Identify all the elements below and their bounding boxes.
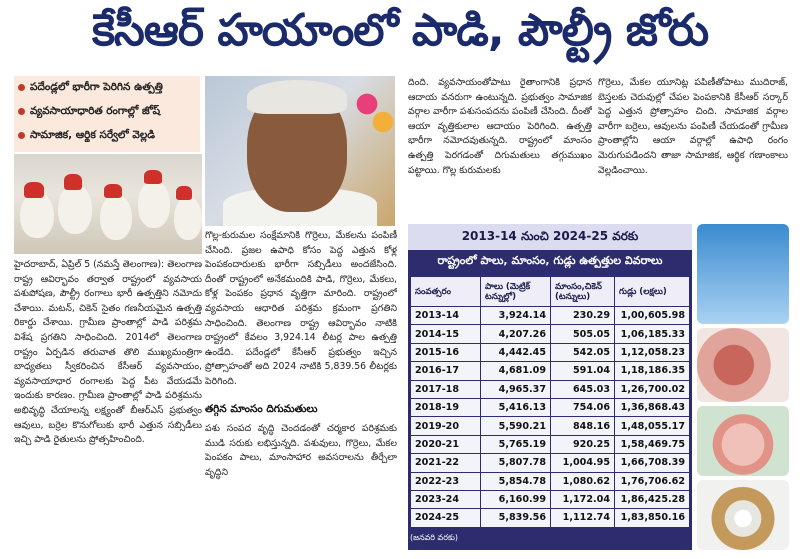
cell-milk: 6,160.99 xyxy=(481,490,551,508)
table-row xyxy=(411,307,690,325)
cell-milk: 5,590.21 xyxy=(481,417,551,435)
cell-year: 2019-20 xyxy=(411,417,481,435)
cell-year: 2023-24 xyxy=(411,490,481,508)
meat-photo xyxy=(697,328,789,402)
eggs-photo xyxy=(697,480,789,550)
production-table xyxy=(410,276,690,528)
bullet-icon xyxy=(18,132,25,139)
table-row xyxy=(411,509,690,527)
table-row xyxy=(411,398,690,416)
cell-meat: 591.04 xyxy=(551,362,615,380)
cell-year: 2021-22 xyxy=(411,454,481,472)
headline: కేసీఆర్ హయాంలో పాడి, పౌల్ట్రీ జోరు xyxy=(91,5,709,56)
cell-eggs: 1,86,425.28 xyxy=(615,490,690,508)
highlights-box xyxy=(14,76,200,152)
table-row xyxy=(411,380,690,398)
cell-year: 2014-15 xyxy=(411,325,481,343)
cell-year: 2015-16 xyxy=(411,343,481,361)
chicken-meat-photo xyxy=(697,406,789,476)
article-column-3: దింది. వ్యవసాయంతోపాటు రైతాంగానికి ప్రధాన ఆదాయ వనరుగా ఉంటున్నది. ప్రభుత్వం సామాజిక వర్గాల వారీగా పశుసంపదను పంపిణీ చేసింది. దీంతో ఆయా వృత్తికులాల ఆదాయం పెరిగింది. ఉత్పత్తి భారీగా నమోదవుతున్నది. రాష్ట్రంలో మాంసం ఉత్పత్తి పెరగడంతో దిగుమతులు తగ్గుముఖం పట్టాయి. గొల్ల కురుమలకు xyxy=(408,77,592,176)
bullet-icon xyxy=(18,84,25,91)
cell-eggs: 1,76,706.62 xyxy=(615,472,690,490)
cell-year: 2020-21 xyxy=(411,435,481,453)
article-column-2: గొల్ల-కురుమల సంక్షేమానికి గొర్రెలు, మేకలను పంపిణీ చేసింది. ప్రజల ఉపాధి కోసం పెద్ద ఎత్తున కోళ్ల పెంపకందారులకు భారీగా సబ్సిడీలు అందజేసింది. దీంతో రాష్ట్రంలో అనేకమందికి పాడి, గొర్రెలు, మేకలు, కోళ్ల పెంపకం ప్రధాన వృత్తిగా మారింది. రాష్ట్రంలో వ్యవసాయ ఆధారిత పరిశ్రమ క్రమంగా ప్రగతిని సాధించింది. తెలంగాణ రాష్ట్ర ఆవిర్భావం నాటికి రాష్ట్రంలో కేవలం 3,924.14 లీటర్ల పాల ఉత్పత్తి ఉండేది. పదేండ్లలో కేసీఆర్ ప్రభుత్వం ఇచ్చిన ప్రోత్సాహంతో అది 2024 నాటికి 5,839.56 లీటర్లకు పెరిగింది. తగ్గిన మాంసం దిగుమతులు పశు సంపద వృద్ధి చెందడంతో చర్మకార పరిశ్రమకు ముడి సరుకు లభిస్తున్నది. పశువులు, గొర్రెలు, మేకల పెంపకం పాలు, మాంసాహార అవసరాలను తీర్చేలా వృద్ధిని xyxy=(205,230,397,478)
cell-year: 2013-14 xyxy=(411,307,481,325)
cell-eggs: 1,36,868.43 xyxy=(615,398,690,416)
cell-milk: 4,965.37 xyxy=(481,380,551,398)
cell-eggs: 1,06,185.33 xyxy=(615,325,690,343)
table-row xyxy=(411,362,690,380)
cell-year: 2018-19 xyxy=(411,398,481,416)
cell-meat: 754.06 xyxy=(551,398,615,416)
cell-year: 2022-23 xyxy=(411,472,481,490)
highlight-text: వ్యవసాయాధారిత రంగాల్లో జోష్ xyxy=(30,105,161,117)
cell-eggs: 1,26,700.02 xyxy=(615,380,690,398)
cell-milk: 4,207.26 xyxy=(481,325,551,343)
cell-year: 2016-17 xyxy=(411,362,481,380)
highlight-item xyxy=(18,80,196,94)
header-year: సంవత్సరం xyxy=(411,277,481,307)
header-eggs: గుడ్లు (లక్షలు) xyxy=(615,277,690,307)
article-column-4: గొర్రెలు, మేకల యూనిట్ల పపిణీతోపాటు ముదిరాజ్, బెస్తలకు చెరువుల్లో చేపల పెంపకానికి కేసీఆర్ సర్కార్ పెద్ద ఎత్తున ప్రోత్సాహం చింది. సామాజిక వర్గాల వారీగా బర్రెలు, ఆవులను పంపిణీ చేయడంతో గ్రామీణ ప్రాంతాల్లోని ఆయా వర్గాల్లో ఉపాధి రంగం మెరుగుపడిందని తాజా సామాజిక, ఆర్థిక గణాంకాలు వెల్లడించాయి. xyxy=(598,77,788,176)
chicken-photo xyxy=(14,154,202,254)
cell-meat: 920.25 xyxy=(551,435,615,453)
section-subhead: తగ్గిన మాంసం దిగుమతులు xyxy=(205,402,318,415)
cell-eggs: 1,18,186.35 xyxy=(615,362,690,380)
cell-meat: 645.03 xyxy=(551,380,615,398)
cell-eggs: 1,58,469.75 xyxy=(615,435,690,453)
cell-meat: 230.29 xyxy=(551,307,615,325)
table-title: 2013-14 నుంచి 2024-25 వరకు xyxy=(408,224,692,250)
table-footnote: (జనవరి వరకు) xyxy=(410,533,459,542)
table-subtitle: రాష్ట్రంలో పాలు, మాంసం, గుడ్లు ఉత్పత్తుల వివరాలు xyxy=(408,250,692,274)
article-column-1: హైదరాబాద్, ఏప్రిల్ 5 (నమస్తే తెలంగాణ): తెలంగాణ రాష్ట్ర ఆవిర్భావం తర్వాత రాష్ట్రంలో వ్యవసాయ పశుపోషణ, పౌల్ట్రీ రంగాలు భారీ ఉత్పత్తిని నమోదు చేశాయి. మటన్, చికెన్ సైతం గణనీయమైన ఉత్పత్తి రికార్డు చేశాయి. గ్రామీణ ప్రాంతాల్లో పాడి పరిశ్రమ విశేష ప్రగతిని సాధించింది. 2014లో తెలంగాణ రాష్ట్రం ఏర్పడిన తరువాత తొలి ముఖ్యమంత్రిగా బాధ్యతలు స్వీకరించిన కేసీఆర్ వ్యవసాయం, వ్యవసాయాధార రంగాలకు పెద్ద పీట వేయడమే ఇందుకు కారణం. గ్రామీణ ప్రాంతాల్లో పాడి పరిశ్రమను అభివృద్ధి చేయాలన్న లక్ష్యంతో బీఆర్ఎస్ ప్రభుత్వం ఆవులు, బర్రెల కొనుగోలుకు భారీ ఎత్తున సబ్సిడీలు ఇచ్చి పాడి రైతులను ప్రోత్సహించింది. xyxy=(14,259,202,446)
cell-eggs: 1,83,850.16 xyxy=(615,509,690,527)
cell-milk: 3,924.14 xyxy=(481,307,551,325)
table-row xyxy=(411,343,690,361)
header-milk: పాలు (మెట్రిక్ టన్నుల్లో) xyxy=(481,277,551,307)
kcr-portrait-photo xyxy=(205,76,395,226)
table-row xyxy=(411,417,690,435)
table-row xyxy=(411,435,690,453)
highlight-item xyxy=(18,128,196,142)
cell-meat: 1,080.62 xyxy=(551,472,615,490)
table-row xyxy=(411,490,690,508)
cell-milk: 5,839.56 xyxy=(481,509,551,527)
cell-meat: 542.05 xyxy=(551,343,615,361)
header-meat: మాంసం,చికెన్ (టన్నులు) xyxy=(551,277,615,307)
bullet-icon xyxy=(18,108,25,115)
cell-year: 2017-18 xyxy=(411,380,481,398)
highlight-text: పదేండ్లలో భారీగా పెరిగిన ఉత్పత్తి xyxy=(30,81,163,93)
cell-milk: 5,765.19 xyxy=(481,435,551,453)
cell-milk: 5,807.78 xyxy=(481,454,551,472)
highlight-text: సామాజిక, ఆర్థిక సర్వేలో వెల్లడి xyxy=(30,129,156,141)
cell-meat: 1,004.95 xyxy=(551,454,615,472)
cell-milk: 4,681.09 xyxy=(481,362,551,380)
cell-milk: 5,416.13 xyxy=(481,398,551,416)
cell-eggs: 1,66,708.39 xyxy=(615,454,690,472)
cell-meat: 1,112.74 xyxy=(551,509,615,527)
cell-eggs: 1,12,058.23 xyxy=(615,343,690,361)
cell-milk: 4,442.45 xyxy=(481,343,551,361)
cell-meat: 505.05 xyxy=(551,325,615,343)
highlight-item xyxy=(18,104,196,118)
table-row xyxy=(411,325,690,343)
table-row xyxy=(411,454,690,472)
table-row xyxy=(411,472,690,490)
cell-eggs: 1,48,055.17 xyxy=(615,417,690,435)
cell-meat: 1,172.04 xyxy=(551,490,615,508)
cell-meat: 848.16 xyxy=(551,417,615,435)
milk-photo xyxy=(697,224,789,324)
cell-milk: 5,854.78 xyxy=(481,472,551,490)
cell-eggs: 1,00,605.98 xyxy=(615,307,690,325)
cell-year: 2024-25 xyxy=(411,509,481,527)
table-header-row xyxy=(411,277,690,307)
